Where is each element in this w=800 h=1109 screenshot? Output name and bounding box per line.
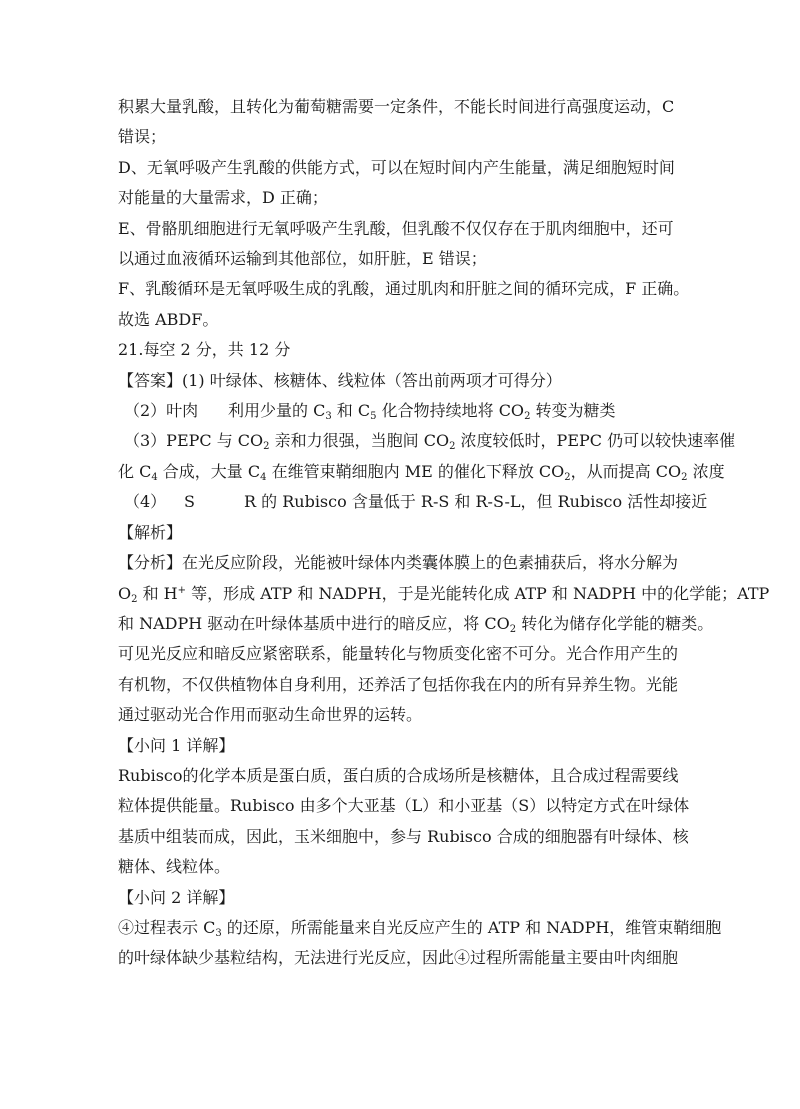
text-line: F、乳酸循环是无氧呼吸生成的乳酸，通过肌肉和肝脏之间的循环完成，F 正确。 [118,279,690,299]
text-line [118,913,722,943]
text-line [118,609,714,639]
text-run: 等，形成 ATP 和 NADPH，于是光能转化成 ATP 和 NADPH 中的化学能；ATP [186,583,770,603]
section-heading-q1: 【小问 1 详解】 [118,735,235,755]
document-body [118,92,770,974]
text-run: （4） [124,492,167,512]
text-run: 和 NADPH 驱动在叶绿体基质中进行的暗反应，将 CO [118,613,510,633]
text-line: 以通过血液循环运输到其他部位，如肝脏，E 错误； [118,249,487,269]
answer-2-blank-1: （2）叶肉 [124,401,199,421]
text-run: ④过程表示 C [118,917,216,937]
subscript: 2 [509,623,517,635]
text-line: 【分析】在光反应阶段，光能被叶绿体内类囊体膜上的色素捕获后，将水分解为 [118,553,679,573]
text-run: 在维管束鞘细胞内 ME 的催化下释放 CO [266,461,565,481]
text-line: E、骨骼肌细胞进行无氧呼吸产生乳酸，但乳酸不仅仅存在于肌肉细胞中，还可 [118,218,674,238]
subscript: 3 [325,411,332,423]
subscript: 5 [370,411,377,423]
section-heading-q2: 【小问 2 详解】 [118,887,235,907]
text-run: 的还原，所需能量来自光反应产生的 ATP 和 NADPH，维管束鞘细胞 [221,917,722,937]
answer-line-3 [118,426,736,456]
subscript: 2 [131,593,138,605]
text-run: 转变为糖类 [530,401,616,421]
text-run: 转化为储存化学能的糖类。 [516,613,714,633]
text-line: D、无氧呼吸产生乳酸的供能方式，可以在短时间内产生能量，满足细胞短时间 [118,157,675,177]
subscript: 4 [151,471,158,483]
text-run: ，从而提高 CO [570,461,682,481]
text-run: 浓度较低时，PEPC 仍可以较快速率催 [455,431,736,451]
text-line: 通过驱动光合作用而驱动生命世界的运转。 [118,705,423,725]
answer-line-4 [118,487,708,517]
text-run: 浓度 [687,461,725,481]
subscript: 2 [564,471,571,483]
text-run: 化 C [118,461,152,481]
answer-line-2 [118,396,690,426]
text-line: 粒体提供能量。Rubisco 由多个大亚基（L）和小亚基（S）以特定方式在叶绿体 [118,796,690,816]
text-line: 糖体、线粒体。 [118,857,231,877]
subscript: 2 [263,441,270,453]
text-run: 合成，大量 C [157,461,261,481]
subscript: 2 [524,411,531,423]
answer-line-3-cont [118,457,725,487]
text-line: 有机物，不仅供植物体自身利用，还养活了包括你我在内的所有异养生物。光能 [118,674,679,694]
text-run: 和 H [137,583,178,603]
subscript: 2 [449,441,456,453]
text-run: 和 C [331,401,371,421]
answer-line-1: 【答案】(1) 叶绿体、核糖体、线粒体（答出前两项才可得分） [118,370,562,390]
text-run: 利用少量的 C [228,401,326,421]
text-run: O [118,583,132,603]
text-run: R 的 Rubisco 含量低于 R-S 和 R-S-L，但 Rubisco 活性却接近 [244,492,708,512]
text-line: 错误； [118,127,167,147]
text-line: 对能量的大量需求，D 正确； [118,188,328,208]
question-header: 21.每空 2 分，共 12 分 [118,340,291,360]
text-run: （3）PEPC 与 CO [124,431,264,451]
text-line: 基质中组装而成，因此，玉米细胞中，参与 Rubisco 合成的细胞器有叶绿体、核 [118,826,689,846]
text-line: Rubisco的化学本质是蛋白质，蛋白质的合成场所是核糖体，且合成过程需要线 [118,765,679,785]
text-line: 的叶绿体缺少基粒结构，无法进行光反应，因此④过程所需能量主要由叶肉细胞 [118,948,679,968]
subscript: 2 [681,471,688,483]
answer-4-blank-1: S [184,492,195,512]
text-run: 化合物持续地将 CO [376,401,525,421]
text-line: 故选 ABDF。 [118,309,219,329]
text-line: 积累大量乳酸，且转化为葡萄糖需要一定条件，不能长时间进行高强度运动，C [118,97,675,116]
subscript: 4 [260,471,267,483]
superscript: + [177,584,187,596]
text-line: 可见光反应和暗反应紧密联系，能量转化与物质变化密不可分。光合作用产生的 [118,644,679,664]
text-line [118,579,770,609]
text-run: 亲和力很强，当胞间 CO [269,431,450,451]
subscript: 3 [215,927,222,939]
section-heading-analysis: 【解析】 [118,522,183,542]
